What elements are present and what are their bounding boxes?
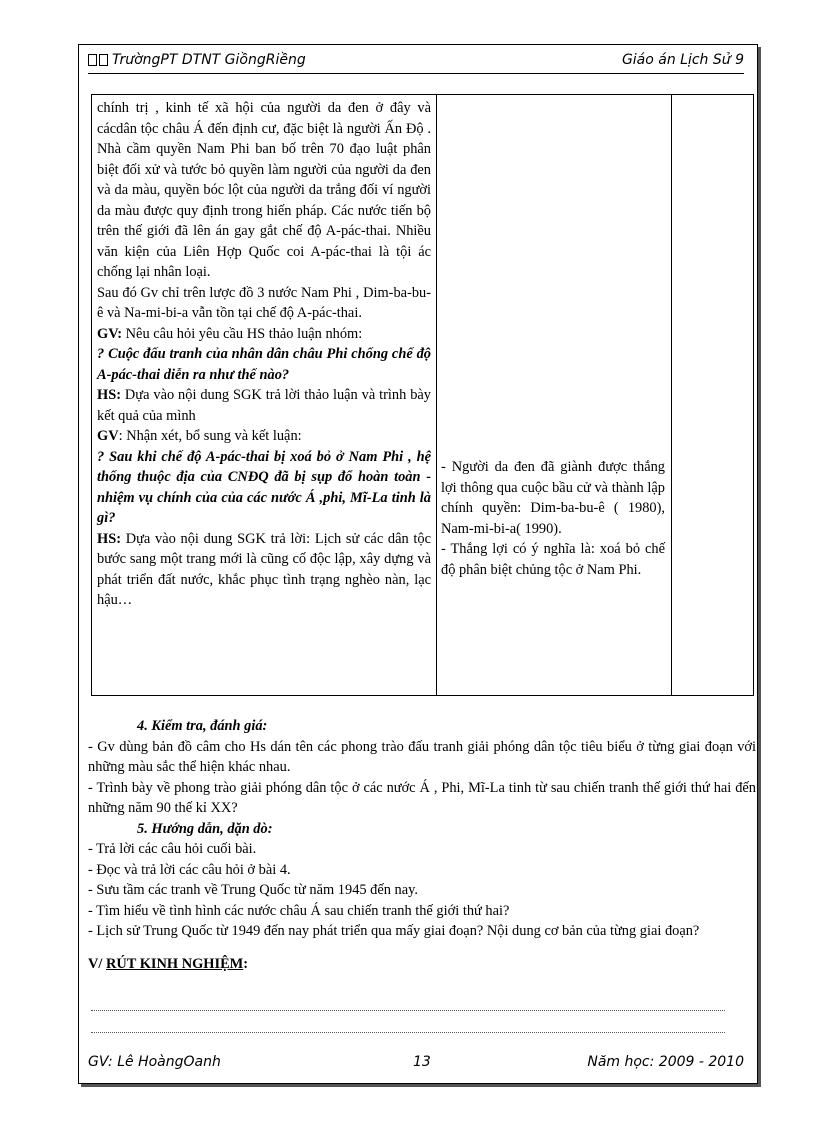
- notes-column: [672, 95, 753, 695]
- list-item: - Đọc và trả lời các câu hỏi ở bài 4.: [88, 861, 291, 878]
- table-paragraph: GV: Nhận xét, bổ sung và kết luận:: [97, 428, 302, 444]
- section-4-title: 4. Kiểm tra, đánh giá:: [137, 718, 268, 734]
- experience-heading: V/ RÚT KINH NGHIỆM:: [88, 955, 249, 972]
- book-icon: [88, 54, 108, 67]
- list-item: - Tìm hiểu về tình hình các nước châu Á sau chiến tranh thế giới thứ hai?: [88, 902, 510, 919]
- list-item: - Sưu tầm các tranh về Trung Quốc từ năm 1945 đến nay.: [88, 882, 418, 898]
- school-year: Năm học: 2009 - 2010: [587, 1054, 744, 1070]
- page-footer: [88, 1054, 744, 1074]
- list-item: - Trình bày về phong trào giải phóng dân tộc ở các nước Á , Phi, Mĩ-La tinh từ sau chiến tranh thế giới thứ hai đến những năm 90 thế kỉ XX?: [88, 779, 756, 816]
- document-title: Giáo án Lịch Sử 9: [621, 52, 744, 68]
- table-paragraph: GV: Nêu câu hỏi yêu cầu HS thảo luận nhóm:: [97, 325, 363, 342]
- table-paragraph: Sau đó Gv chỉ trên lược đồ 3 nước Nam Phi , Dim-ba-bu-ê và Na-mi-bi-a vẫn tồn tại chế độ A-pác-thai.: [97, 284, 431, 321]
- school-name: TrườngPT DTNT GiồngRiềng: [112, 52, 306, 68]
- teacher-activity-column: [92, 95, 437, 695]
- content-column: [437, 95, 672, 695]
- speaker-label: GV: [97, 428, 119, 444]
- page-header: [88, 50, 744, 72]
- speaker-label: HS:: [97, 387, 121, 403]
- dotted-line: [91, 1010, 725, 1011]
- speaker-label: HS:: [97, 530, 121, 547]
- table-paragraph: HS: Dựa vào nội dung SGK trả lời thảo luận và trình bày kết quả của mình: [97, 387, 431, 424]
- lesson-table: [91, 94, 754, 696]
- header-left: [88, 52, 306, 68]
- speaker-label: GV:: [97, 325, 123, 342]
- question-paragraph: ? Cuộc đấu tranh của nhân dân châu Phi chống chế độ A-pác-thai diễn ra như thế nào?: [97, 346, 431, 383]
- list-item: - Trả lời các câu hỏi cuối bài.: [88, 841, 257, 857]
- list-item: - Lịch sử Trung Quốc từ 1949 đến nay phát triển qua mấy giai đoạn? Nội dung cơ bản của từng giai đoạn?: [88, 923, 700, 939]
- dotted-line: [91, 1032, 725, 1033]
- content-paragraph: - Thắng lợi có ý nghĩa là: xoá bỏ chế độ phân biệt chủng tộc ở Nam Phi.: [441, 541, 665, 578]
- header-divider: [88, 73, 744, 74]
- section-5-title: 5. Hướng dẫn, dặn dò:: [137, 820, 273, 837]
- question-paragraph: ? Sau khi chế độ A-pác-thai bị xoá bỏ ở Nam Phi , hệ thống thuộc địa của CNĐQ đã bị sụp đổ hoàn toàn - nhiệm vụ chính của của các nước Á ,phi, Mĩ-La tinh là gì?: [97, 448, 431, 526]
- page-number: 13: [413, 1054, 431, 1070]
- lesson-body: [88, 716, 756, 974]
- table-paragraph: HS: Dựa vào nội dung SGK trả lời: Lịch sử các dân tộc bước sang một trang mới là cũng cố độc lập, xây dựng và phát triển đất nước, khắc phục tình trạng nghèo nàn, lạc hậu…: [97, 530, 431, 608]
- table-paragraph: chính trị , kinh tế xã hội của người da đen ở đây và cácdân tộc châu Á đến định cư, đặc biệt là người Ấn Độ . Nhà cầm quyền Nam Phi ban bố trên 70 đạo luật phân biệt đối xử và tước bỏ quyền làm người của người da đen và da màu, quyền bóc lột của người da trắng đối ví người da màu được quy định trong hiến pháp. Các nước tiến bộ trên thế giới đã lên án gay gắt chế độ A-pác-thai. Nhiều văn kiện của Liên Hợp Quốc coi A-pác-thai là tội ác chống lại nhân loại.: [97, 100, 431, 280]
- list-item: - Gv dùng bản đồ câm cho Hs dán tên các phong trào đấu tranh giải phóng dân tộc tiêu biểu ở từng giai đoạn với những màu sắc thể hiện khác nhau.: [88, 738, 756, 775]
- content-paragraph: - Người da đen đã giành được thắng lợi thông qua cuộc bầu cử và thành lập chính quyền: Dim-ba-bu-ê ( 1980), Nam-mi-bi-a( 1990).: [441, 459, 665, 537]
- teacher-name: GV: Lê HoàngOanh: [88, 1054, 221, 1070]
